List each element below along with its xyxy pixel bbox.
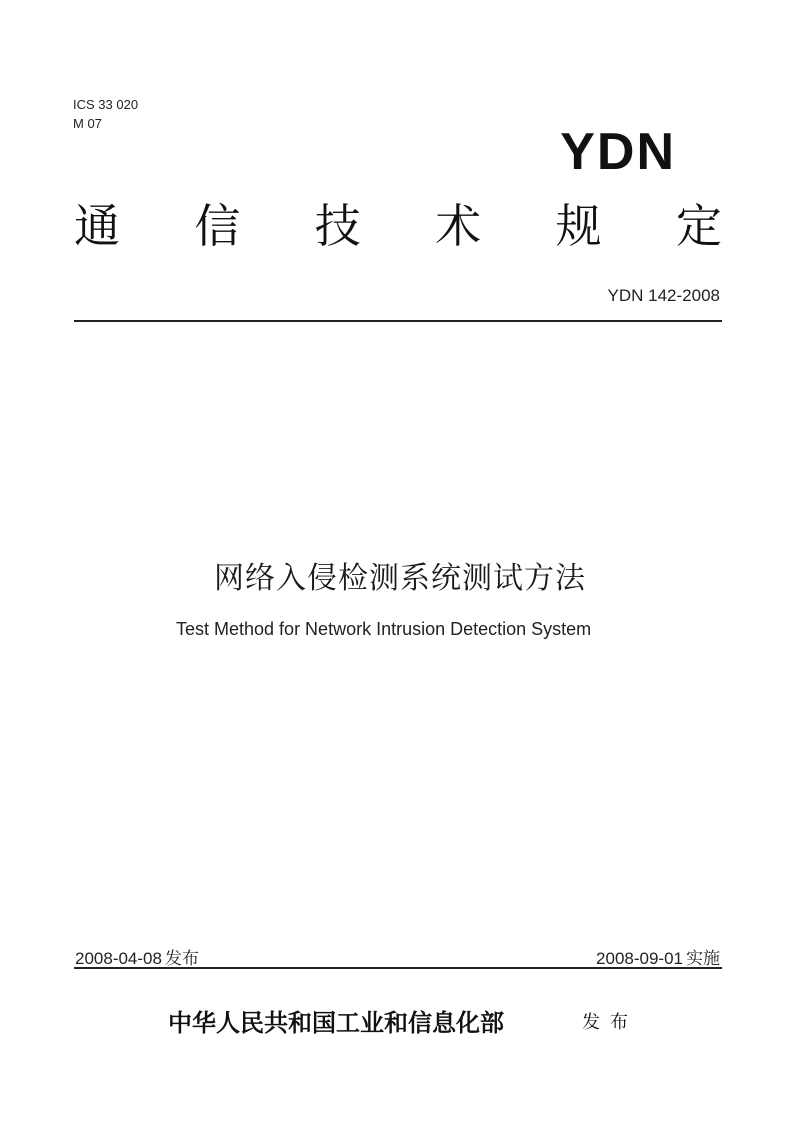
series-char: 技 [314,199,361,253]
header-divider [74,320,722,322]
series-char: 信 [194,199,241,253]
document-title-english: Test Method for Network Intrusion Detection System [176,619,592,639]
issue-date-line [75,944,199,969]
series-title [74,196,722,256]
issue-date: 2008-04-08 [75,949,162,968]
brand-mark: YDN [560,123,676,181]
series-char: 规 [555,199,602,253]
series-char: 通 [74,199,120,253]
implement-date: 2008-09-01 [596,949,683,968]
issue-label: 发布 [164,949,199,969]
series-char: 术 [435,199,482,253]
ccs-code: M 07 [73,116,102,131]
issue-tag: 发布 [582,1012,638,1033]
implement-date-line [596,944,720,969]
ics-code: ICS 33 020 [73,97,139,112]
classification-codes [73,95,138,133]
document-title-chinese: 网络入侵检测系统测试方法 [214,561,586,596]
series-char: 定 [675,199,722,253]
standard-number: YDN 142-2008 [607,286,720,305]
issuing-authority: 中华人民共和国工业和信息化部 [168,1008,504,1037]
implement-label: 实施 [686,949,720,969]
footer-divider [74,967,722,969]
